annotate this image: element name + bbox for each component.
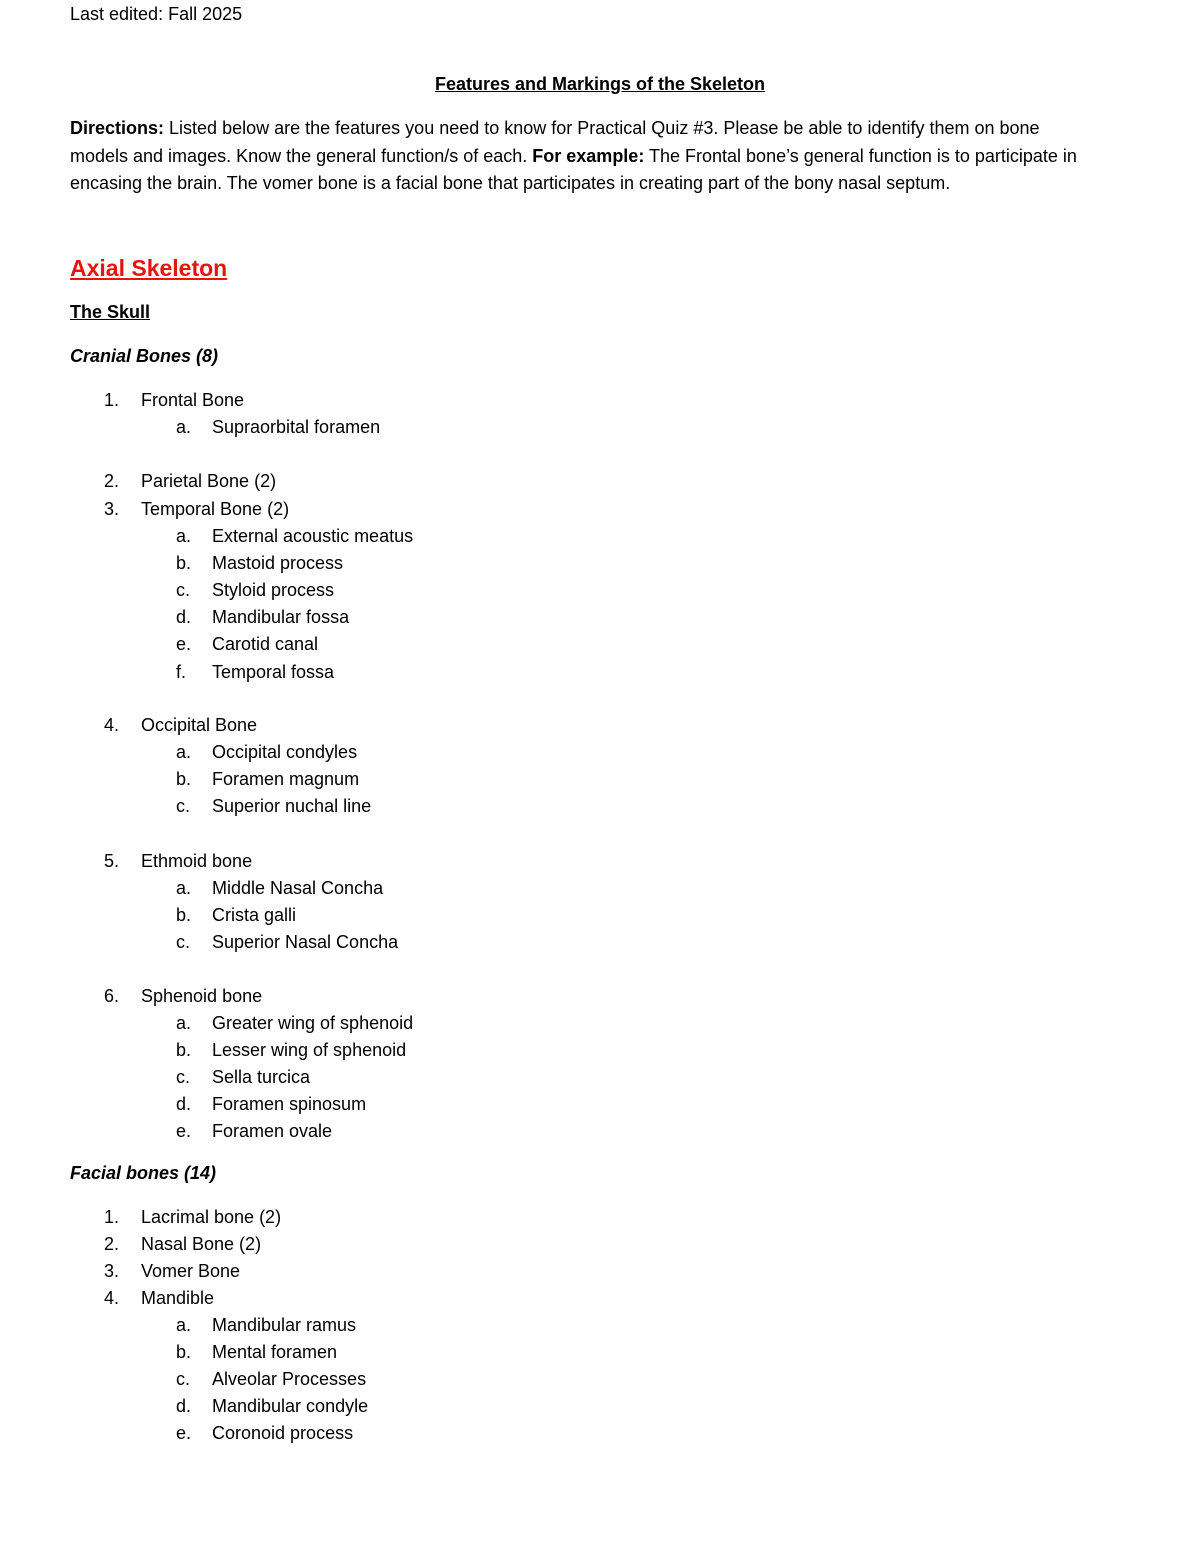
sub-item: Styloid process (212, 580, 335, 600)
list-item: Occipital Bone (141, 715, 258, 735)
list-item: Lacrimal bone (2) (141, 1207, 282, 1227)
sub-letter: b. (176, 553, 192, 573)
sub-item: Mandibular condyle (212, 1396, 369, 1416)
list-number: 2. (104, 1234, 120, 1254)
sub-item: Foramen magnum (212, 769, 360, 789)
sub-letter: a. (176, 878, 192, 898)
sub-item: Greater wing of sphenoid (212, 1013, 414, 1033)
directions-line-1 (70, 119, 1040, 137)
facial-bones-heading: Facial bones (14) (70, 1163, 217, 1183)
list-number: 4. (104, 1288, 120, 1308)
sub-item: Carotid canal (212, 634, 319, 654)
list-item: Temporal Bone (2) (141, 499, 290, 519)
directions-text-2b: The Frontal bone’s general function is to participate in (644, 146, 1077, 166)
directions-text-1: Listed below are the features you need to know for Practical Quiz #3. Please be able to identify them on bone (164, 118, 1040, 138)
list-number: 3. (104, 499, 120, 519)
sub-item: Foramen spinosum (212, 1094, 367, 1114)
sub-item: Mandibular ramus (212, 1315, 357, 1335)
sub-letter: b. (176, 1342, 192, 1362)
sub-item: Crista galli (212, 905, 297, 925)
sub-item: Alveolar Processes (212, 1369, 367, 1389)
example-label: For example: (532, 146, 645, 166)
list-number: 4. (104, 715, 120, 735)
list-item: Ethmoid bone (141, 851, 253, 871)
sub-letter: e. (176, 1121, 192, 1141)
sub-item: Temporal fossa (212, 662, 335, 682)
sub-letter: c. (176, 1369, 191, 1389)
sub-item: Superior nuchal line (212, 796, 372, 816)
sub-letter: b. (176, 1040, 192, 1060)
sub-letter: d. (176, 607, 192, 627)
sub-item: Occipital condyles (212, 742, 358, 762)
sub-letter: e. (176, 1423, 192, 1443)
sub-item: Mandibular fossa (212, 607, 350, 627)
sub-item: Sella turcica (212, 1067, 311, 1087)
directions-label: Directions: (70, 118, 165, 138)
sub-letter: a. (176, 742, 192, 762)
sub-item: Mastoid process (212, 553, 344, 573)
sub-letter: d. (176, 1094, 192, 1114)
list-item: Mandible (141, 1288, 215, 1308)
subsection-title-skull: The Skull (70, 302, 151, 322)
sub-letter: a. (176, 1315, 192, 1335)
sub-letter: e. (176, 634, 192, 654)
list-item: Nasal Bone (2) (141, 1234, 262, 1254)
sub-item: Lesser wing of sphenoid (212, 1040, 407, 1060)
directions-text-2a: models and images. Know the general function/s of each. (70, 146, 533, 166)
list-item: Parietal Bone (2) (141, 471, 277, 491)
sub-letter: c. (176, 796, 191, 816)
sub-item: External acoustic meatus (212, 526, 414, 546)
sub-letter: a. (176, 417, 192, 437)
last-edited-header: Last edited: Fall 2025 (70, 4, 243, 24)
list-number: 1. (104, 1207, 120, 1227)
list-item: Sphenoid bone (141, 986, 263, 1006)
sub-item: Coronoid process (212, 1423, 354, 1443)
sub-letter: b. (176, 905, 192, 925)
sub-item: Mental foramen (212, 1342, 338, 1362)
sub-letter: a. (176, 1013, 192, 1033)
list-number: 1. (104, 390, 120, 410)
sub-letter: c. (176, 580, 191, 600)
cranial-bones-heading: Cranial Bones (8) (70, 346, 219, 366)
document-title: Features and Markings of the Skeleton (434, 74, 766, 94)
section-title-axial-skeleton: Axial Skeleton (70, 255, 228, 281)
sub-letter: c. (176, 1067, 191, 1087)
sub-letter: d. (176, 1396, 192, 1416)
list-number: 2. (104, 471, 120, 491)
directions-line-2 (70, 147, 1077, 165)
sub-item: Superior Nasal Concha (212, 932, 399, 952)
sub-letter: c. (176, 932, 191, 952)
list-number: 6. (104, 986, 120, 1006)
list-number: 5. (104, 851, 120, 871)
sub-item: Supraorbital foramen (212, 417, 381, 437)
list-number: 3. (104, 1261, 120, 1281)
sub-letter: f. (176, 662, 187, 682)
sub-letter: a. (176, 526, 192, 546)
sub-letter: b. (176, 769, 192, 789)
list-item: Frontal Bone (141, 390, 245, 410)
directions-line-3: encasing the brain. The vomer bone is a facial bone that participates in creating part of the bony nasal septum. (70, 173, 951, 193)
sub-item: Middle Nasal Concha (212, 878, 384, 898)
sub-item: Foramen ovale (212, 1121, 333, 1141)
list-item: Vomer Bone (141, 1261, 241, 1281)
